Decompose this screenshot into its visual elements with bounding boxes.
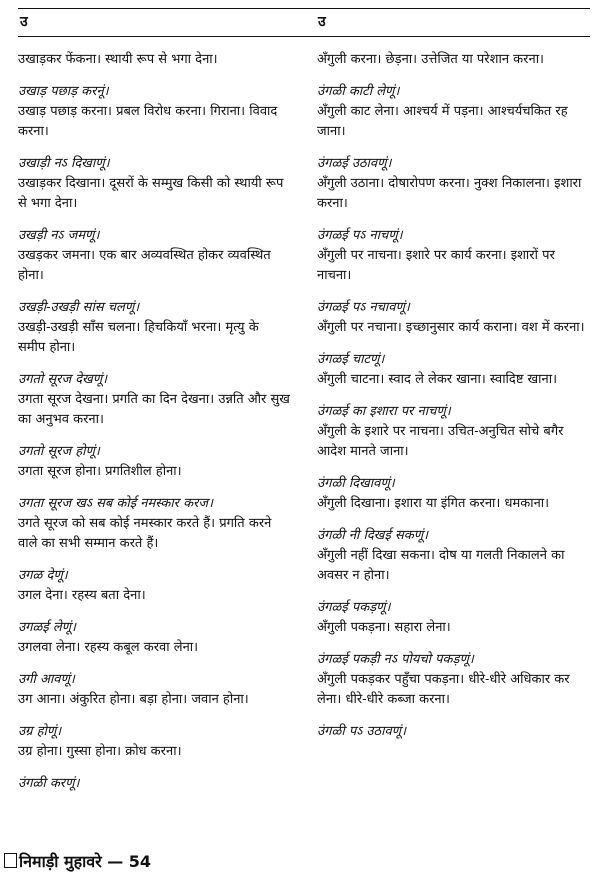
idiom-entry xyxy=(18,494,290,554)
page-footer xyxy=(4,850,151,872)
idiom-entry xyxy=(18,298,290,358)
idiom-term: उग्र होणूं। xyxy=(18,724,62,739)
idiom-entry xyxy=(317,298,589,338)
idiom-meaning: अँगुली काट लेना। आश्चर्य में पड़ना। आश्चर्यचकित रह जाना। xyxy=(317,104,568,139)
idiom-entry xyxy=(18,50,290,70)
idiom-term: उगतो सूरज देखणूं। xyxy=(18,372,108,387)
footer-box-icon xyxy=(4,853,17,868)
idiom-meaning: अँगुली पकड़ना। सहारा लेना। xyxy=(317,620,451,635)
idiom-entry xyxy=(18,774,290,794)
idiom-meaning: अँगुली के इशारे पर नाचना। उचित-अनुचित सोचे बगैर आदेश मानते जाना। xyxy=(317,424,564,459)
idiom-meaning: अँगुली दिखाना। इशारा या इंगित करना। धमकाना। xyxy=(317,496,550,511)
right-column xyxy=(317,50,589,754)
idiom-entry xyxy=(317,526,589,586)
idiom-meaning: उगता सूरज देखना। प्रगति का दिन देखना। उन्नति और सुख का अनुभव करना। xyxy=(18,392,290,427)
idiom-entry xyxy=(317,350,589,390)
idiom-entry xyxy=(18,226,290,286)
idiom-meaning: अँगुली पर नचाना। इच्छानुसार कार्य कराना। वश में करना। xyxy=(317,320,585,335)
idiom-term: उखाड़ी नऽ दिखाणूं। xyxy=(18,156,110,171)
idiom-term: उगता सूरज खऽ सब कोई नमस्कार करज। xyxy=(18,496,214,511)
idiom-meaning: अँगुली करना। छेड़ना। उत्तेजित या परेशान करना। xyxy=(317,52,544,67)
idiom-entry xyxy=(18,566,290,606)
idiom-entry xyxy=(317,226,589,286)
idiom-entry xyxy=(317,82,589,142)
idiom-meaning: उखाड़कर दिखाना। दूसरों के सम्मुख किसी को स्थायी रूप से भगा देना। xyxy=(18,176,284,211)
idiom-meaning: उगता सूरज होना। प्रगतिशील होना। xyxy=(18,464,182,479)
idiom-entry xyxy=(18,370,290,430)
idiom-entry xyxy=(317,722,589,742)
idiom-meaning: अँगुली उठाना। दोषारोपण करना। नुक्श निकालना। इशारा करना। xyxy=(317,176,582,211)
idiom-meaning: अँगुली पकड़कर पहुँचा पकड़ना। धीरे-धीरे अधिकार कर लेना। धीरे-धीरे कब्जा करना। xyxy=(317,672,570,707)
idiom-entry xyxy=(317,650,589,710)
idiom-term: उंगळई पकड़ी नऽ पोयचो पकड़णूं। xyxy=(317,652,474,667)
top-rule xyxy=(18,8,590,9)
idiom-entry xyxy=(18,442,290,482)
idiom-meaning: उखाड़ पछाड़ करना। प्रबल विरोध करना। गिराना। विवाद करना। xyxy=(18,104,278,139)
idiom-term: उगी आवणूं। xyxy=(18,672,75,687)
idiom-term: उंगळई चाटणूं। xyxy=(317,352,385,367)
header-rule xyxy=(18,36,590,37)
idiom-meaning: अँगुली पर नाचना। इशारे पर कार्य करना। इशारों पर नाचना। xyxy=(317,248,555,283)
idiom-term: उंगळी दिखावणूं। xyxy=(317,476,395,491)
idiom-entry xyxy=(317,402,589,462)
idiom-term: उखाड़ पछाड़ करनूं। xyxy=(18,84,109,99)
idiom-term: उंगळई पकड़णूं। xyxy=(317,600,391,615)
idiom-meaning: उगते सूरज को सब कोई नमस्कार करते हैं। प्रगति करने वाले का सभी सम्मान करते हैं। xyxy=(18,516,272,551)
idiom-entry xyxy=(18,82,290,142)
idiom-entry xyxy=(18,670,290,710)
idiom-term: उंगळई का इशारा पर नाचणूं। xyxy=(317,404,451,419)
idiom-term: उंगळी काटी लेणूं। xyxy=(317,84,400,99)
idiom-entry xyxy=(18,722,290,762)
idiom-term: उंगळई पऽ नचावणूं। xyxy=(317,300,410,315)
idiom-meaning: उखाड़कर फेंकना। स्थायी रूप से भगा देना। xyxy=(18,52,218,67)
right-header-letter: उ xyxy=(318,14,326,30)
left-column xyxy=(18,50,290,806)
idiom-term: उगतो सूरज होणूं। xyxy=(18,444,100,459)
idiom-entry xyxy=(317,598,589,638)
idiom-entry xyxy=(18,154,290,214)
idiom-meaning: उगल देना। रहस्य बता देना। xyxy=(18,588,146,603)
idiom-term: उंगळई उठावणूं। xyxy=(317,156,392,171)
idiom-meaning: अँगुली चाटना। स्वाद ले लेकर खाना। स्वादिष्ट खाना। xyxy=(317,372,558,387)
idiom-term: उगळई लेणूं। xyxy=(18,620,76,635)
idiom-term: उगळ देणूं। xyxy=(18,568,68,583)
idiom-term: उखड़ी-उखड़ी सांस चलणूं। xyxy=(18,300,140,315)
idiom-meaning: उग आना। अंकुरित होना। बड़ा होना। जवान होना। xyxy=(18,692,249,707)
idiom-term: उखड़ी नऽ जमणूं। xyxy=(18,228,100,243)
idiom-term: उंगळई पऽ नाचणूं। xyxy=(317,228,403,243)
idiom-term: उंगळी पऽ उठावणूं। xyxy=(317,724,407,739)
idiom-entry xyxy=(317,154,589,214)
idiom-entry xyxy=(18,618,290,658)
idiom-entry xyxy=(317,50,589,70)
idiom-meaning: उखड़कर जमना। एक बार अव्यवस्थित होकर व्यवस्थित होना। xyxy=(18,248,271,283)
idiom-term: उंगळी नी दिखई सकणूं। xyxy=(317,528,429,543)
idiom-term: उंगळी करणूं। xyxy=(18,776,80,791)
footer-text: निमाड़ी मुहावरे — 54 xyxy=(19,852,152,871)
idiom-entry xyxy=(317,474,589,514)
left-header-letter: उ xyxy=(20,14,28,30)
idiom-meaning: उगलवा लेना। रहस्य कबूल करवा लेना। xyxy=(18,640,199,655)
idiom-meaning: उग्र होना। गुस्सा होना। क्रोध करना। xyxy=(18,744,182,759)
idiom-meaning: अँगुली नहीं दिखा सकना। दोष या गलती निकालने का अवसर न होना। xyxy=(317,548,565,583)
idiom-meaning: उखड़ी-उखड़ी साँस चलना। हिचकियाँ भरना। मृत्यु के समीप होना। xyxy=(18,320,259,355)
